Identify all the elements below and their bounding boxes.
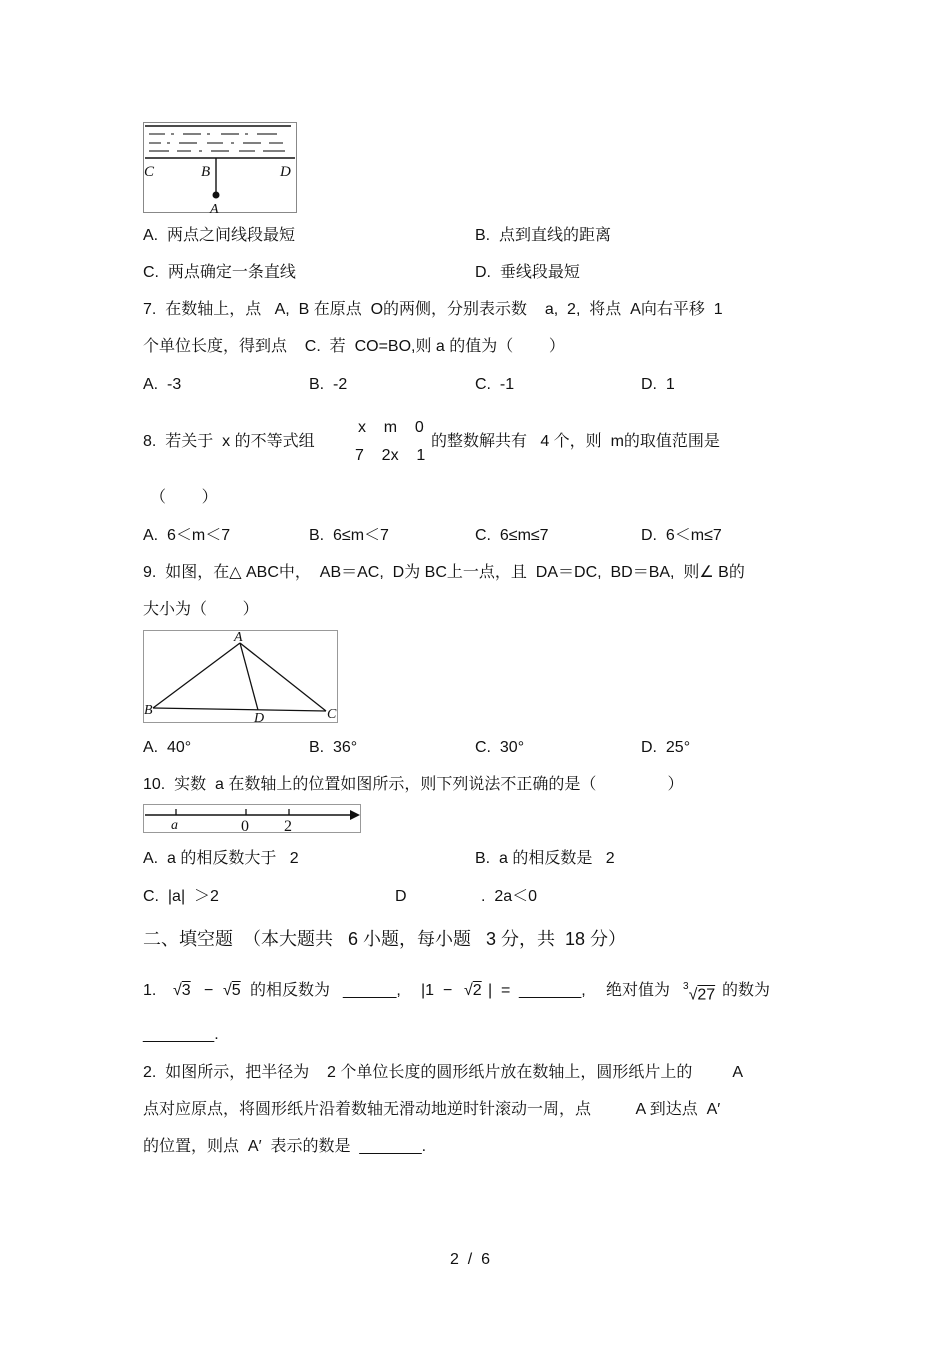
f2-line2: 点对应原点，将圆形纸片沿着数轴无滑动地逆时针滚动一周，点 A 到达点 A′ [143,1101,721,1118]
q8-option-a: A. 6＜m＜7 [143,527,231,544]
q6-label-d: D [280,164,291,180]
q6-option-b: B. 点到直线的距离 [475,227,612,244]
f1-abs-close: | = [488,982,511,999]
q7-option-c: C. -1 [475,376,515,393]
f1-blank-2: _______, [519,982,586,999]
f1-blank-1: ______, [343,982,401,999]
f1-cbrt: $^3$√27 [683,981,716,1004]
f2-line3: 的位置，则点 A′ 表示的数是 _______. [143,1138,427,1155]
q6-label-a: A [210,202,219,214]
f1-cbrt-radicand: 27 [697,986,716,1004]
q6-option-d: D. 垂线段最短 [475,264,580,281]
q8-stem-prefix: 8. 若关于 x 的不等式组 [143,433,315,450]
q7-option-a: A. -3 [143,376,182,393]
f1-abs-open: |1 − [421,982,453,999]
q9-option-a: A. 40° [143,739,192,756]
q7-stem-line2: 个单位长度，得到点 C. 若 CO=BO,则 a 的值为（ ） [143,338,565,355]
q9-stem-line2: 大小为（ ） [143,601,259,618]
q8-stem-suffix: 的整数解共有 4 个，则 m的取值范围是 [431,433,720,450]
q10-label-a: a [171,818,178,833]
q8-option-c: C. 6≤m≤7 [475,527,549,544]
f1-blank-3: ________. [143,1026,219,1043]
f1-radical-3-radicand: 2 [472,982,482,999]
q9-label-b: B [144,703,153,718]
q7-option-b: B. -2 [309,376,348,393]
q10-option-d-letter: D [395,888,407,905]
q8-option-d: D. 6＜m≤7 [641,527,722,544]
page-number: 2 / 6 [450,1251,491,1268]
q7-option-d: D. 1 [641,376,675,393]
q6-option-a: A. 两点之间线段最短 [143,227,296,244]
q6-label-b: B [201,164,211,180]
f1-text-number: 的数为 [722,982,771,999]
q8-answer-paren: （ ） [150,489,218,506]
q10-option-b: B. a 的相反数是 2 [475,850,615,867]
q6-option-c: C. 两点确定一条直线 [143,264,296,281]
q9-option-b: B. 36° [309,739,358,756]
f1-text-opposite: 的相反数为 [250,982,331,999]
q9-option-d: D. 25° [641,739,691,756]
q9-stem-line1: 9. 如图，在△ ABC中， AB＝AC, D为 BC上一点，且 DA＝DC, BD＝BA, 则∠ B的 [143,564,745,581]
q6-label-c: C [144,164,155,180]
q8-system-row2: 7 2x 1 [355,447,426,464]
q10-number-line [143,804,363,834]
q7-stem-line1: 7. 在数轴上，点 A, B 在原点 O的两侧，分别表示数 a, 2, 将点 A向右平移 1 [143,301,723,318]
q9-triangle-figure [143,630,339,724]
q9-label-a: A [234,630,243,645]
section2-heading: 二、填空题 （本大题共 6 小题，每小题 3 分，共 18 分） [143,929,627,949]
q10-option-a: A. a 的相反数大于 2 [143,850,299,867]
f1-minus: − [204,982,214,999]
q10-label-2: 2 [284,818,292,834]
q10-label-0: 0 [241,818,249,834]
q9-option-c: C. 30° [475,739,525,756]
q6-figure [143,122,299,214]
q8-option-b: B. 6≤m＜7 [309,527,389,544]
f1-text-abs: 绝对值为 [606,982,671,999]
f1-number: 1. [143,982,157,999]
f1-radical-2-radicand: 5 [231,982,241,999]
q10-option-c: C. |a| ＞2 [143,888,219,905]
q9-label-d: D [254,711,265,724]
f1-radical-3: √2 [464,982,482,999]
f2-line1: 2. 如图所示，把半径为 2 个单位长度的圆形纸片放在数轴上，圆形纸片上的 A [143,1064,744,1081]
q10-option-d-text: . 2a＜0 [481,888,538,905]
q10-stem: 10. 实数 a 在数轴上的位置如图所示，则下列说法不正确的是（ ） [143,776,684,793]
f1-radical-1-radicand: 3 [181,982,191,999]
f1-radical-2: √5 [223,982,241,999]
q9-label-c: C [327,707,337,722]
f1-radical-1: √3 [173,982,191,999]
f1-cbrt-index: 3 [683,981,689,992]
q8-system-row1: x m 0 [358,419,424,436]
